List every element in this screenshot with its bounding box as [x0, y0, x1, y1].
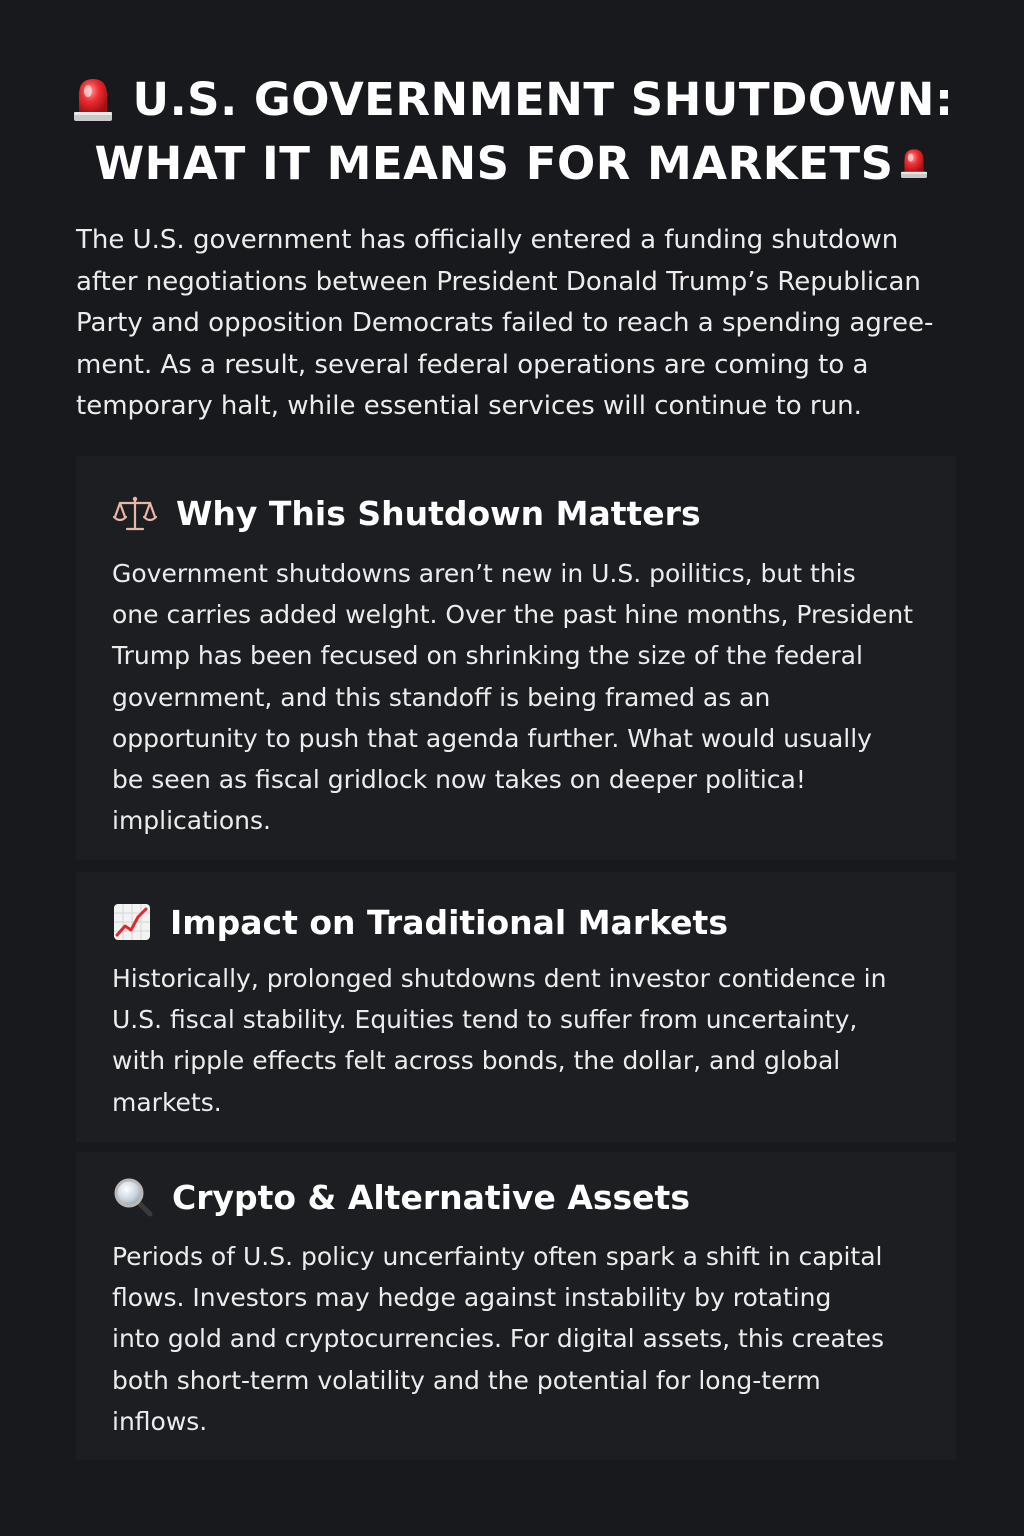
- siren-icon: [71, 75, 115, 123]
- body-line: opportunity to push that agenda further. What would usually: [112, 723, 872, 753]
- intro-line: temporary halt, while essential services will continue to run.: [76, 391, 862, 421]
- body-line: implications.: [112, 806, 271, 836]
- body-line: Historically, prolonged shutdowns dent investor contidence in: [112, 964, 887, 993]
- section-body: [112, 553, 942, 841]
- body-line: markets.: [112, 1087, 222, 1117]
- section-heading: [112, 494, 701, 533]
- intro-line: The U.S. government has officially entered a funding shutdown: [76, 225, 899, 255]
- headline: [40, 68, 984, 196]
- intro-line: ment. As a result, several federal operations are coming to a: [76, 349, 869, 380]
- headline-text-2: WHAT IT MEANS FOR MARKETS: [94, 137, 894, 190]
- section-heading: [112, 902, 728, 942]
- headline-text-1: U.S. GOVERNMENT SHUTDOWN:: [132, 73, 954, 126]
- section-card-impact-traditional-markets: [76, 872, 956, 1142]
- section-title: Why This Shutdown Matters: [176, 494, 701, 533]
- body-line: into gold and cryptocurrencies. For digital assets, this creates: [112, 1324, 884, 1354]
- intro-line: after negotiations between President Donald Trump’s Republican: [76, 266, 921, 297]
- body-line: Periods of U.S. policy uncerfainty often spark a shift in capital: [112, 1242, 883, 1271]
- section-heading: [112, 1176, 690, 1218]
- body-line: be seen as fiscal gridlock now takes on deeper politica!: [112, 765, 806, 795]
- headline-line-1: [40, 68, 984, 132]
- intro-line: Party and opposition Democrats failed to reach a spending agree-: [76, 308, 934, 338]
- body-line: flows. Investors may hedge against instability by rotating: [112, 1283, 832, 1313]
- chart-increasing-icon: [112, 902, 152, 942]
- body-line: U.S. fiscal stability. Equities tend to suffer from uncertainty,: [112, 1005, 858, 1035]
- body-line: both short-term volatility and the potential for long-term: [112, 1365, 821, 1395]
- section-body: [112, 1236, 942, 1442]
- body-line: government, and this standoff is being framed as an: [112, 682, 771, 712]
- section-title: Impact on Traditional Markets: [170, 902, 728, 942]
- section-body: [112, 958, 942, 1123]
- headline-line-2: [40, 132, 984, 196]
- intro-paragraph: [76, 220, 956, 428]
- body-line: Trump has been fecused on shrinking the size of the federal: [112, 641, 863, 671]
- body-line: Government shutdowns aren’t new in U.S. poilitics, but this: [112, 559, 856, 588]
- siren-icon: [899, 145, 929, 181]
- section-card-why-shutdown-matters: [76, 456, 956, 860]
- section-title: Crypto & Alternative Assets: [172, 1177, 690, 1217]
- section-card-crypto-alternative-assets: [76, 1152, 956, 1460]
- balance-scale-icon: [112, 495, 158, 533]
- magnifying-glass-icon: [112, 1176, 154, 1218]
- body-line: one carries added welght. Over the past hine months, President: [112, 600, 914, 630]
- body-line: inflows.: [112, 1406, 208, 1436]
- body-line: with ripple effects felt across bonds, the dollar, and global: [112, 1046, 841, 1076]
